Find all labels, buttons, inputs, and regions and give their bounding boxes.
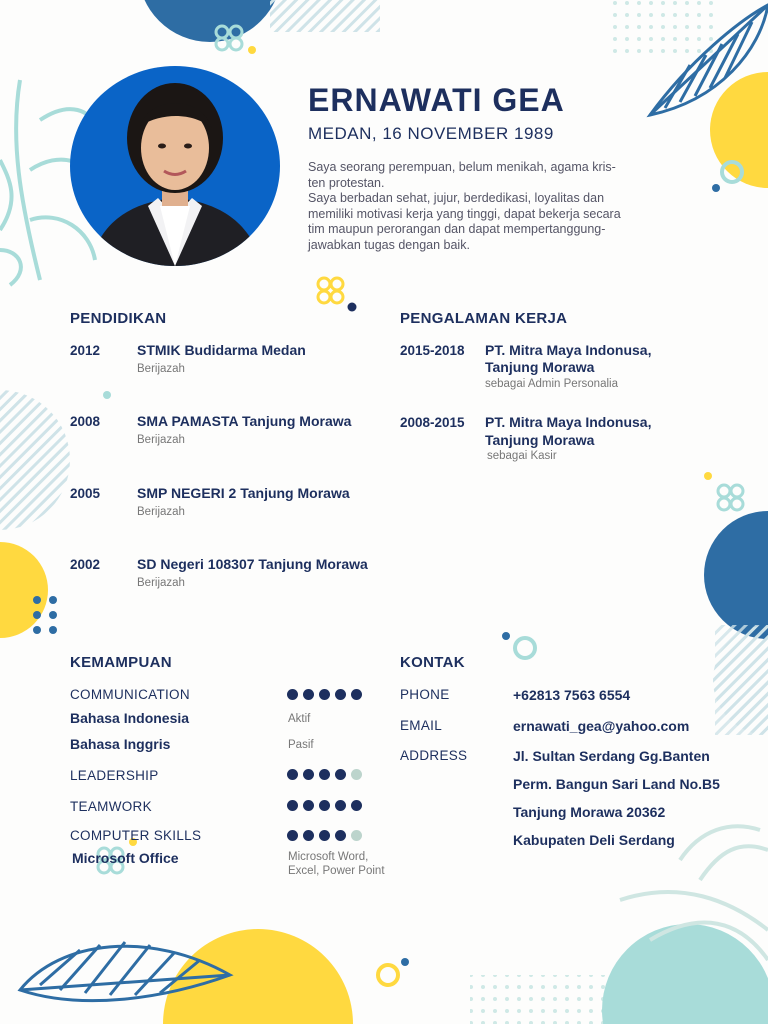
- address-label: ADDRESS: [400, 748, 468, 763]
- experience-role: sebagai Kasir: [487, 450, 557, 462]
- rating-dot-filled: [319, 800, 330, 811]
- office-skill-detail: Excel, Power Point: [288, 865, 385, 877]
- experience-role: sebagai Admin Personalia: [485, 378, 618, 390]
- education-year: 2008: [70, 414, 101, 429]
- about-line: ten protestan.: [308, 175, 385, 190]
- language-name: Bahasa Inggris: [70, 736, 171, 752]
- phone-label: PHONE: [400, 687, 450, 702]
- experience-period: 2008-2015: [400, 415, 465, 430]
- education-note: Berijazah: [137, 506, 185, 518]
- contact-title: KONTAK: [400, 654, 465, 671]
- language-level: Aktif: [288, 713, 311, 725]
- rating-dot-filled: [335, 800, 346, 811]
- skill-communication-rating: [287, 689, 362, 700]
- office-skill-name: Microsoft Office: [72, 850, 179, 866]
- education-year: 2005: [70, 486, 101, 501]
- rating-dot-filled: [303, 689, 314, 700]
- profile-photo: [70, 66, 280, 266]
- skill-communication-label: COMMUNICATION: [70, 687, 190, 702]
- birth-place-date: MEDAN, 16 NOVEMBER 1989: [308, 124, 554, 143]
- education-note: Berijazah: [137, 577, 185, 589]
- skills-title: KEMAMPUAN: [70, 654, 172, 671]
- rating-dot-filled: [287, 769, 298, 780]
- skill-computer-label: COMPUTER SKILLS: [70, 828, 202, 843]
- education-note: Berijazah: [137, 434, 185, 446]
- education-school: SMP NEGERI 2 Tanjung Morawa: [137, 485, 350, 501]
- phone-value[interactable]: +62813 7563 6554: [513, 687, 631, 703]
- experience-period: 2015-2018: [400, 343, 465, 358]
- blue-circle-top: [138, 0, 282, 42]
- education-note: Berijazah: [137, 363, 185, 375]
- language-level: Pasif: [288, 739, 314, 751]
- candidate-name: ERNAWATI GEA: [308, 82, 565, 118]
- experience-company: PT. Mitra Maya Indonusa,: [485, 342, 652, 358]
- education-year: 2002: [70, 557, 101, 572]
- about-line: Saya seorang perempuan, belum menikah, agama kris-: [308, 160, 616, 174]
- skill-teamwork-rating: [287, 800, 362, 811]
- about-line: memiliki motivasi kerja yang tinggi, dapat bekerja secara: [308, 206, 621, 221]
- skill-computer-rating: [287, 830, 362, 841]
- skill-teamwork-label: TEAMWORK: [70, 799, 152, 814]
- address-line: Tanjung Morawa 20362: [513, 804, 666, 820]
- rating-dot-filled: [287, 689, 298, 700]
- rating-dot-filled: [351, 689, 362, 700]
- address-line: Perm. Bangun Sari Land No.B5: [513, 776, 720, 792]
- rating-dot-filled: [303, 769, 314, 780]
- office-skill-detail: Microsoft Word,: [288, 851, 369, 863]
- about-text: [308, 160, 708, 253]
- email-label: EMAIL: [400, 718, 443, 733]
- address-line: Kabupaten Deli Serdang: [513, 832, 675, 848]
- skill-leadership-label: LEADERSHIP: [70, 768, 159, 783]
- rating-dot-filled: [319, 830, 330, 841]
- rating-dot-empty: [351, 830, 362, 841]
- rating-dot-filled: [319, 689, 330, 700]
- rating-dot-filled: [287, 800, 298, 811]
- address-line: Jl. Sultan Serdang Gg.Banten: [513, 748, 710, 764]
- rating-dot-filled: [287, 830, 298, 841]
- education-school: SD Negeri 108307 Tanjung Morawa: [137, 556, 368, 572]
- skill-leadership-rating: [287, 769, 362, 780]
- education-title: PENDIDIKAN: [70, 310, 167, 327]
- rating-dot-filled: [335, 830, 346, 841]
- rating-dot-empty: [351, 769, 362, 780]
- about-line: Saya berbadan sehat, jujur, berdedikasi, loyalitas dan: [308, 191, 605, 205]
- email-value[interactable]: ernawati_gea@yahoo.com: [513, 718, 690, 734]
- rating-dot-filled: [351, 800, 362, 811]
- about-line: jawabkan tugas dengan baik.: [308, 237, 470, 252]
- about-line: tim maupun perorangan dan dapat mempertanggung-: [308, 222, 606, 236]
- person-avatar-icon: [70, 66, 280, 266]
- experience-title: PENGALAMAN KERJA: [400, 310, 568, 327]
- rating-dot-filled: [303, 800, 314, 811]
- education-school: SMA PAMASTA Tanjung Morawa: [137, 413, 352, 429]
- language-name: Bahasa Indonesia: [70, 710, 190, 726]
- experience-company-location: Tanjung Morawa: [485, 432, 595, 448]
- rating-dot-filled: [335, 689, 346, 700]
- rating-dot-filled: [335, 769, 346, 780]
- rating-dot-filled: [303, 830, 314, 841]
- education-school: STMIK Budidarma Medan: [137, 342, 306, 358]
- rating-dot-filled: [319, 769, 330, 780]
- education-year: 2012: [70, 343, 101, 358]
- experience-company-location: Tanjung Morawa: [485, 359, 595, 375]
- experience-company: PT. Mitra Maya Indonusa,: [485, 414, 652, 430]
